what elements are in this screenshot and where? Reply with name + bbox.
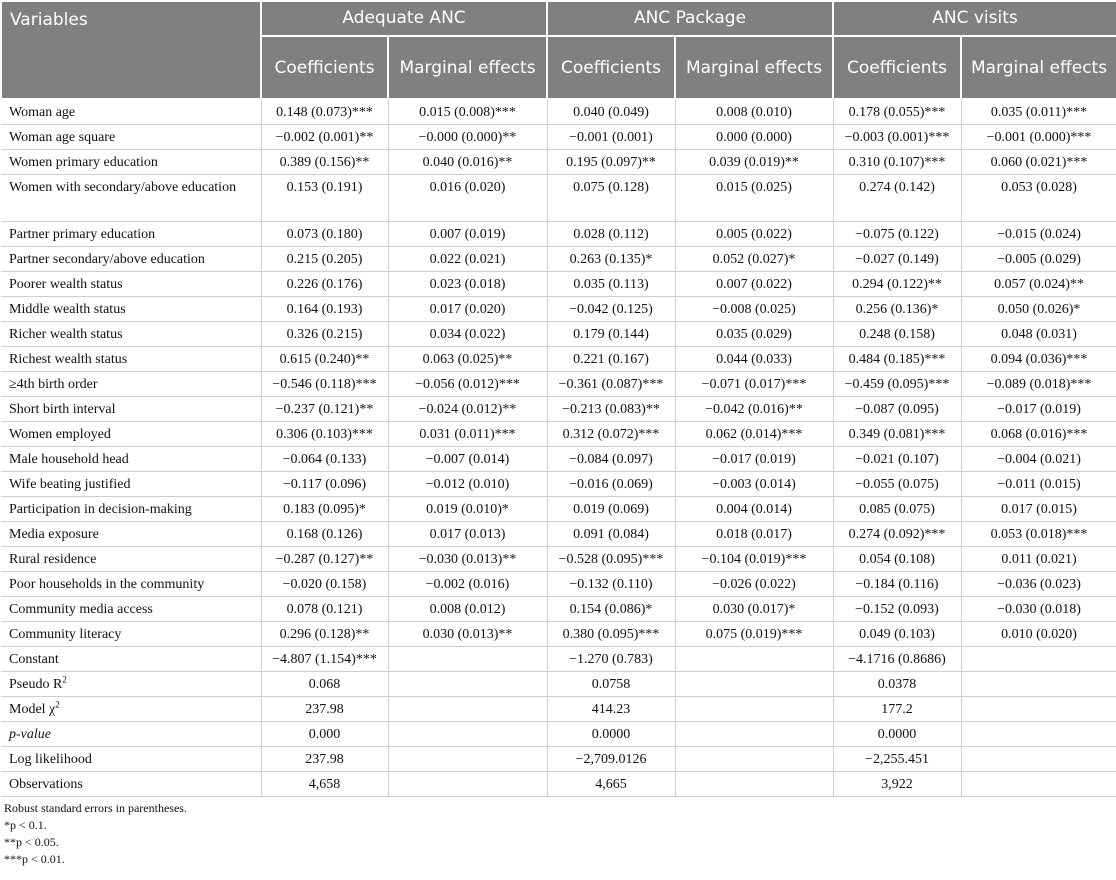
coefficient-cell: 0.019 (0.069) — [547, 497, 675, 522]
table-row — [1, 272, 1116, 297]
coefficient-cell: −2,709.0126 — [547, 747, 675, 772]
coefficient-cell: 4,665 — [547, 772, 675, 797]
marginal-effect-cell: 0.048 (0.031) — [961, 322, 1116, 347]
coefficient-cell: 0.068 — [261, 672, 388, 697]
marginal-effect-cell: −0.007 (0.014) — [388, 447, 547, 472]
row-label-text: Richest wealth status — [9, 351, 128, 367]
marginal-effect-cell: −0.030 (0.013)** — [388, 547, 547, 572]
coefficient-cell: 0.148 (0.073)*** — [261, 99, 388, 125]
row-label — [1, 547, 261, 572]
marginal-effect-cell: −0.026 (0.022) — [675, 572, 833, 597]
marginal-effect-cell — [675, 647, 833, 672]
marginal-effect-cell: 0.094 (0.036)*** — [961, 347, 1116, 372]
coefficient-cell: −0.152 (0.093) — [833, 597, 961, 622]
table-row — [1, 647, 1116, 672]
row-label-text: Partner primary education — [9, 226, 156, 242]
header-group-anc-package: ANC Package — [547, 1, 833, 36]
coefficient-cell: 177.2 — [833, 697, 961, 722]
row-label — [1, 150, 261, 175]
marginal-effect-cell — [961, 772, 1116, 797]
header-group-anc-visits: ANC visits — [833, 1, 1116, 36]
marginal-effect-cell: 0.018 (0.017) — [675, 522, 833, 547]
coefficient-cell: 0.380 (0.095)*** — [547, 622, 675, 647]
table-row — [1, 322, 1116, 347]
marginal-effect-cell: 0.068 (0.016)*** — [961, 422, 1116, 447]
row-label — [1, 772, 261, 797]
row-label — [1, 697, 261, 722]
subheader-marginal-effects: Marginal effects — [388, 36, 547, 99]
row-label-text: Richer wealth status — [9, 326, 123, 342]
coefficient-cell: −0.020 (0.158) — [261, 572, 388, 597]
coefficient-cell: 0.326 (0.215) — [261, 322, 388, 347]
row-label-text: Women with secondary/above education — [9, 180, 237, 195]
marginal-effect-cell: 0.007 (0.019) — [388, 222, 547, 247]
row-label-text: Rural residence — [9, 551, 97, 567]
row-label-text: Middle wealth status — [9, 301, 126, 317]
coefficient-cell: 0.296 (0.128)** — [261, 622, 388, 647]
coefficient-cell: −0.132 (0.110) — [547, 572, 675, 597]
row-label-text: Wife beating justified — [9, 476, 131, 492]
marginal-effect-cell: 0.017 (0.020) — [388, 297, 547, 322]
coefficient-cell: −1.270 (0.783) — [547, 647, 675, 672]
row-label — [1, 472, 261, 497]
coefficient-cell: 0.028 (0.112) — [547, 222, 675, 247]
marginal-effect-cell: −0.001 (0.000)*** — [961, 125, 1116, 150]
table-row — [1, 175, 1116, 222]
row-label — [1, 722, 261, 747]
marginal-effect-cell: 0.053 (0.028) — [961, 175, 1116, 222]
coefficient-cell: 0.168 (0.126) — [261, 522, 388, 547]
table-row — [1, 372, 1116, 397]
row-label-text: Short birth interval — [9, 401, 116, 417]
table-row — [1, 772, 1116, 797]
marginal-effect-cell — [675, 772, 833, 797]
row-label — [1, 372, 261, 397]
marginal-effect-cell: 0.062 (0.014)*** — [675, 422, 833, 447]
coefficient-cell: −0.055 (0.075) — [833, 472, 961, 497]
marginal-effect-cell: 0.034 (0.022) — [388, 322, 547, 347]
marginal-effect-cell — [961, 697, 1116, 722]
marginal-effect-cell: −0.008 (0.025) — [675, 297, 833, 322]
row-label-text: Poorer wealth status — [9, 276, 123, 292]
row-label — [1, 125, 261, 150]
marginal-effect-cell: −0.002 (0.016) — [388, 572, 547, 597]
coefficient-cell: −0.064 (0.133) — [261, 447, 388, 472]
coefficient-cell: 0.221 (0.167) — [547, 347, 675, 372]
table-row — [1, 597, 1116, 622]
coefficient-cell: 414.23 — [547, 697, 675, 722]
row-label — [1, 99, 261, 125]
row-label — [1, 747, 261, 772]
row-label — [1, 222, 261, 247]
marginal-effect-cell: 0.005 (0.022) — [675, 222, 833, 247]
row-label-text: Community literacy — [9, 626, 122, 642]
header-group-adequate-anc: Adequate ANC — [261, 1, 547, 36]
row-label — [1, 397, 261, 422]
row-label — [1, 247, 261, 272]
marginal-effect-cell — [961, 722, 1116, 747]
table-row — [1, 622, 1116, 647]
row-label-text: Log likelihood — [9, 751, 92, 767]
marginal-effect-cell: 0.007 (0.022) — [675, 272, 833, 297]
coefficient-cell: 0.054 (0.108) — [833, 547, 961, 572]
note-p01: *p < 0.1. — [4, 818, 47, 832]
coefficient-cell: 0.091 (0.084) — [547, 522, 675, 547]
coefficient-cell: 0.040 (0.049) — [547, 99, 675, 125]
coefficient-cell: 0.153 (0.191) — [261, 175, 388, 222]
marginal-effect-cell: −0.071 (0.017)*** — [675, 372, 833, 397]
table-row — [1, 472, 1116, 497]
table-row — [1, 497, 1116, 522]
row-label-text: Constant — [9, 651, 59, 667]
marginal-effect-cell: −0.000 (0.000)** — [388, 125, 547, 150]
row-label — [1, 622, 261, 647]
marginal-effect-cell — [961, 747, 1116, 772]
subheader-coefficients: Coefficients — [833, 36, 961, 99]
marginal-effect-cell: 0.019 (0.010)* — [388, 497, 547, 522]
table-row — [1, 672, 1116, 697]
marginal-effect-cell — [961, 647, 1116, 672]
table-row — [1, 125, 1116, 150]
row-label — [1, 297, 261, 322]
note-robust: Robust standard errors in parentheses. — [4, 801, 187, 815]
table-row — [1, 397, 1116, 422]
row-label-text: Woman age — [9, 104, 76, 120]
row-label — [1, 647, 261, 672]
table-row — [1, 99, 1116, 125]
row-label — [1, 422, 261, 447]
row-label-text: p-value — [9, 726, 51, 742]
coefficient-cell: 0.349 (0.081)*** — [833, 422, 961, 447]
coefficient-cell: 0.294 (0.122)** — [833, 272, 961, 297]
table-row — [1, 572, 1116, 597]
table-row — [1, 747, 1116, 772]
coefficient-cell: 0.0000 — [547, 722, 675, 747]
coefficient-cell: −0.027 (0.149) — [833, 247, 961, 272]
row-label-text: Model χ — [9, 701, 56, 717]
coefficient-cell: 0.183 (0.095)* — [261, 497, 388, 522]
coefficient-cell: −0.087 (0.095) — [833, 397, 961, 422]
coefficient-cell: 0.312 (0.072)*** — [547, 422, 675, 447]
table-body — [1, 99, 1116, 797]
coefficient-cell: 0.179 (0.144) — [547, 322, 675, 347]
row-label — [1, 497, 261, 522]
marginal-effect-cell: −0.104 (0.019)*** — [675, 547, 833, 572]
row-label — [1, 597, 261, 622]
marginal-effect-cell: 0.052 (0.027)* — [675, 247, 833, 272]
marginal-effect-cell — [388, 647, 547, 672]
marginal-effect-cell — [388, 747, 547, 772]
note-p001: ***p < 0.01. — [4, 852, 65, 866]
marginal-effect-cell: 0.015 (0.025) — [675, 175, 833, 222]
coefficient-cell: 3,922 — [833, 772, 961, 797]
marginal-effect-cell: 0.017 (0.015) — [961, 497, 1116, 522]
coefficient-cell: 0.0378 — [833, 672, 961, 697]
marginal-effect-cell: 0.031 (0.011)*** — [388, 422, 547, 447]
marginal-effect-cell: −0.011 (0.015) — [961, 472, 1116, 497]
marginal-effect-cell: −0.005 (0.029) — [961, 247, 1116, 272]
marginal-effect-cell: −0.004 (0.021) — [961, 447, 1116, 472]
coefficient-cell: 0.274 (0.142) — [833, 175, 961, 222]
coefficient-cell: 0.389 (0.156)** — [261, 150, 388, 175]
coefficient-cell: 0.0000 — [833, 722, 961, 747]
marginal-effect-cell — [675, 722, 833, 747]
marginal-effect-cell: 0.063 (0.025)** — [388, 347, 547, 372]
marginal-effect-cell — [388, 697, 547, 722]
row-label-text: ≥4th birth order — [9, 376, 98, 392]
row-label — [1, 322, 261, 347]
coefficient-cell: 0.049 (0.103) — [833, 622, 961, 647]
coefficient-cell: 0.310 (0.107)*** — [833, 150, 961, 175]
coefficient-cell: −0.528 (0.095)*** — [547, 547, 675, 572]
row-label-text: Poor households in the community — [9, 576, 205, 592]
row-label-text: Pseudo R — [9, 676, 63, 692]
marginal-effect-cell: 0.075 (0.019)*** — [675, 622, 833, 647]
coefficient-cell: 0.075 (0.128) — [547, 175, 675, 222]
subheader-marginal-effects: Marginal effects — [961, 36, 1116, 99]
table-row — [1, 422, 1116, 447]
table-row — [1, 150, 1116, 175]
coefficient-cell: 0.164 (0.193) — [261, 297, 388, 322]
marginal-effect-cell: 0.057 (0.024)** — [961, 272, 1116, 297]
coefficient-cell: −4.1716 (0.8686) — [833, 647, 961, 672]
marginal-effect-cell: 0.023 (0.018) — [388, 272, 547, 297]
coefficient-cell: −0.237 (0.121)** — [261, 397, 388, 422]
table-row — [1, 447, 1116, 472]
coefficient-cell: −0.546 (0.118)*** — [261, 372, 388, 397]
coefficient-cell: −0.184 (0.116) — [833, 572, 961, 597]
coefficient-cell: 0.035 (0.113) — [547, 272, 675, 297]
row-label-text: Male household head — [9, 451, 129, 467]
coefficient-cell: 237.98 — [261, 697, 388, 722]
marginal-effect-cell: 0.044 (0.033) — [675, 347, 833, 372]
coefficient-cell: −0.459 (0.095)*** — [833, 372, 961, 397]
table-row — [1, 722, 1116, 747]
coefficient-cell: 0.0758 — [547, 672, 675, 697]
coefficient-cell: 4,658 — [261, 772, 388, 797]
row-label-text: Partner secondary/above education — [9, 251, 205, 267]
coefficient-cell: −0.002 (0.001)** — [261, 125, 388, 150]
coefficient-cell: −0.003 (0.001)*** — [833, 125, 961, 150]
marginal-effect-cell: 0.030 (0.017)* — [675, 597, 833, 622]
coefficient-cell: 0.615 (0.240)** — [261, 347, 388, 372]
marginal-effect-cell: −0.017 (0.019) — [675, 447, 833, 472]
marginal-effect-cell: −0.089 (0.018)*** — [961, 372, 1116, 397]
coefficient-cell: 0.178 (0.055)*** — [833, 99, 961, 125]
marginal-effect-cell: −0.015 (0.024) — [961, 222, 1116, 247]
marginal-effect-cell: 0.015 (0.008)*** — [388, 99, 547, 125]
subheader-coefficients: Coefficients — [261, 36, 388, 99]
marginal-effect-cell: −0.036 (0.023) — [961, 572, 1116, 597]
row-label — [1, 272, 261, 297]
row-label-text: Women primary education — [9, 154, 158, 170]
marginal-effect-cell: 0.040 (0.016)** — [388, 150, 547, 175]
row-label — [1, 522, 261, 547]
coefficient-cell: −0.287 (0.127)** — [261, 547, 388, 572]
coefficient-cell: 0.085 (0.075) — [833, 497, 961, 522]
coefficient-cell: 0.274 (0.092)*** — [833, 522, 961, 547]
table-notes — [4, 800, 187, 868]
row-label-text: Community media access — [9, 601, 153, 617]
coefficient-cell: 0.306 (0.103)*** — [261, 422, 388, 447]
coefficient-cell: 237.98 — [261, 747, 388, 772]
table-row — [1, 222, 1116, 247]
table-row — [1, 297, 1116, 322]
marginal-effect-cell: −0.012 (0.010) — [388, 472, 547, 497]
row-label-text: Media exposure — [9, 526, 99, 542]
marginal-effect-cell: 0.008 (0.010) — [675, 99, 833, 125]
table-row — [1, 347, 1116, 372]
marginal-effect-cell: 0.039 (0.019)** — [675, 150, 833, 175]
row-label-text: Participation in decision-making — [9, 501, 192, 517]
table-row — [1, 547, 1116, 572]
coefficient-cell: 0.078 (0.121) — [261, 597, 388, 622]
subheader-coefficients: Coefficients — [547, 36, 675, 99]
superscript: 2 — [62, 673, 67, 684]
table-row — [1, 697, 1116, 722]
marginal-effect-cell: 0.011 (0.021) — [961, 547, 1116, 572]
marginal-effect-cell: 0.010 (0.020) — [961, 622, 1116, 647]
marginal-effect-cell: 0.035 (0.029) — [675, 322, 833, 347]
marginal-effect-cell: 0.060 (0.021)*** — [961, 150, 1116, 175]
coefficient-cell: 0.256 (0.136)* — [833, 297, 961, 322]
marginal-effect-cell: 0.022 (0.021) — [388, 247, 547, 272]
coefficient-cell: −2,255.451 — [833, 747, 961, 772]
marginal-effect-cell — [388, 722, 547, 747]
coefficient-cell: 0.154 (0.086)* — [547, 597, 675, 622]
table-row — [1, 247, 1116, 272]
marginal-effect-cell: 0.004 (0.014) — [675, 497, 833, 522]
marginal-effect-cell — [675, 672, 833, 697]
header-variables: Variables — [1, 1, 261, 99]
row-label — [1, 672, 261, 697]
superscript: 2 — [55, 698, 60, 709]
marginal-effect-cell: −0.030 (0.018) — [961, 597, 1116, 622]
coefficient-cell: 0.484 (0.185)*** — [833, 347, 961, 372]
coefficient-cell: 0.248 (0.158) — [833, 322, 961, 347]
coefficient-cell: 0.195 (0.097)** — [547, 150, 675, 175]
marginal-effect-cell: −0.003 (0.014) — [675, 472, 833, 497]
marginal-effect-cell: −0.017 (0.019) — [961, 397, 1116, 422]
marginal-effect-cell: 0.000 (0.000) — [675, 125, 833, 150]
coefficient-cell: −0.075 (0.122) — [833, 222, 961, 247]
marginal-effect-cell: 0.030 (0.013)** — [388, 622, 547, 647]
coefficient-cell: −0.213 (0.083)** — [547, 397, 675, 422]
coefficient-cell: 0.226 (0.176) — [261, 272, 388, 297]
coefficient-cell: 0.263 (0.135)* — [547, 247, 675, 272]
note-p005: **p < 0.05. — [4, 835, 59, 849]
coefficient-cell: 0.073 (0.180) — [261, 222, 388, 247]
row-label-text: Woman age square — [9, 129, 116, 145]
table-row — [1, 522, 1116, 547]
marginal-effect-cell: 0.050 (0.026)* — [961, 297, 1116, 322]
marginal-effect-cell: 0.008 (0.012) — [388, 597, 547, 622]
marginal-effect-cell — [675, 747, 833, 772]
coefficient-cell: −0.361 (0.087)*** — [547, 372, 675, 397]
row-label — [1, 572, 261, 597]
coefficient-cell: −0.021 (0.107) — [833, 447, 961, 472]
marginal-effect-cell — [388, 672, 547, 697]
coefficient-cell: −0.001 (0.001) — [547, 125, 675, 150]
row-label-text: Women employed — [9, 426, 111, 442]
coefficient-cell: 0.215 (0.205) — [261, 247, 388, 272]
marginal-effect-cell — [961, 672, 1116, 697]
coefficient-cell: 0.000 — [261, 722, 388, 747]
marginal-effect-cell — [675, 697, 833, 722]
marginal-effect-cell: 0.053 (0.018)*** — [961, 522, 1116, 547]
marginal-effect-cell: −0.042 (0.016)** — [675, 397, 833, 422]
coefficient-cell: −4.807 (1.154)*** — [261, 647, 388, 672]
marginal-effect-cell — [388, 772, 547, 797]
row-label — [1, 175, 261, 222]
row-label — [1, 447, 261, 472]
marginal-effect-cell: 0.035 (0.011)*** — [961, 99, 1116, 125]
coefficient-cell: −0.042 (0.125) — [547, 297, 675, 322]
subheader-marginal-effects: Marginal effects — [675, 36, 833, 99]
row-label — [1, 347, 261, 372]
coefficient-cell: −0.084 (0.097) — [547, 447, 675, 472]
row-label-text: Observations — [9, 776, 83, 792]
marginal-effect-cell: −0.024 (0.012)** — [388, 397, 547, 422]
marginal-effect-cell: −0.056 (0.012)*** — [388, 372, 547, 397]
marginal-effect-cell: 0.017 (0.013) — [388, 522, 547, 547]
coefficient-cell: −0.016 (0.069) — [547, 472, 675, 497]
coefficient-cell: −0.117 (0.096) — [261, 472, 388, 497]
marginal-effect-cell: 0.016 (0.020) — [388, 175, 547, 222]
